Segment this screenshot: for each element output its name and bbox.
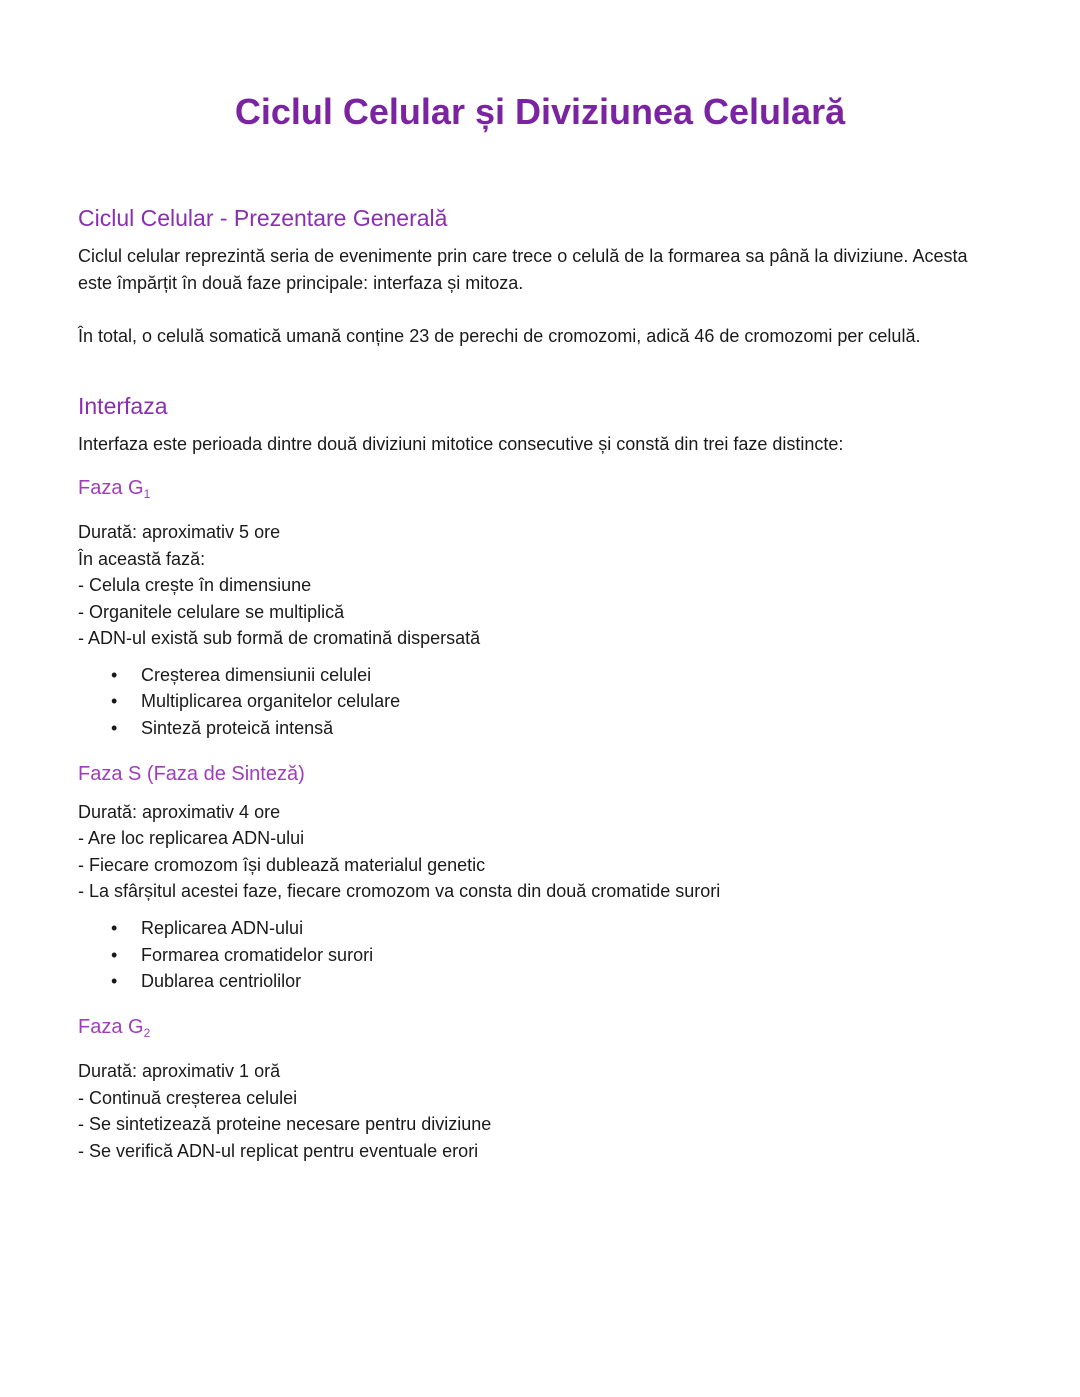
g2-line: - Se sintetizează proteine necesare pentru diviziune [78, 1114, 492, 1135]
interfaza-heading: Interfaza [78, 393, 168, 419]
s-phase-line: - Fiecare cromozom își dublează materialul genetic [78, 854, 486, 875]
g2-line: - Se verifică ADN-ul replicat pentru eventuale erori [78, 1140, 479, 1161]
g1-heading: Faza $G_1$ [78, 477, 151, 501]
g1-bullet-item: • Creșterea dimensiunii celulei [141, 662, 1002, 689]
g2-heading: Faza $G_2$ [78, 1016, 151, 1041]
g1-line: - ADN-ul există sub formă de cromatină dispersată [78, 628, 481, 648]
g1-line: Durată: aproximativ 5 ore [78, 522, 281, 542]
s-phase-bullet-item: • Formarea cromatidelor surori [141, 942, 1002, 969]
g2-line: - Continuă creșterea celulei [78, 1087, 298, 1108]
g1-line: În această fază: [78, 548, 206, 569]
g2-heading-subscript: 2 [143, 1026, 151, 1041]
s-phase-heading: Faza S (Faza de Sinteză) [78, 762, 305, 785]
g2-details [78, 1058, 1002, 1164]
g1-line: - Organitele celulare se multiplică [78, 601, 345, 622]
document-title: Ciclul Celular și Diviziunea Celulară [234, 91, 846, 132]
overview-heading: Ciclul Celular - Prezentare Generală [78, 205, 448, 231]
s-phase-bullet-item: • Dublarea centriolilor [141, 968, 1002, 995]
s-phase-line: - La sfârșitul acestei faze, fiecare cromozom va consta din două cromatide surori [78, 881, 721, 902]
g2-line: Durată: aproximativ 1 oră [78, 1061, 281, 1082]
overview-paragraph-1: Ciclul celular reprezintă seria de evenimente prin care trece o celulă de la formarea sa până la diviziune. Acesta este împărțit în două faze principale: interfaza și mitoza. [78, 246, 968, 293]
s-phase-line: - Are loc replicarea ADN-ului [78, 828, 305, 849]
s-phase-bullet-item: • Replicarea ADN-ului [141, 915, 1002, 942]
g1-details [78, 519, 1002, 652]
g1-heading-subscript: 1 [143, 487, 151, 501]
g1-bullet-item: • Multiplicarea organitelor celulare [141, 688, 1002, 715]
g1-bullet-list [78, 662, 1002, 742]
s-phase-line: Durată: aproximativ 4 ore [78, 801, 281, 822]
s-phase-bullet-list [78, 915, 1002, 995]
s-phase-details [78, 799, 1002, 905]
g1-bullet-item: • Sinteză proteică intensă [141, 715, 1002, 742]
g1-line: - Celula crește în dimensiune [78, 575, 312, 595]
overview-paragraph-2: În total, o celulă somatică umană conține 23 de perechi de cromozomi, adică 46 de cromozomi per celulă. [78, 326, 921, 346]
interfaza-intro: Interfaza este perioada dintre două diviziuni mitotice consecutive și constă din trei faze distincte: [78, 434, 844, 454]
